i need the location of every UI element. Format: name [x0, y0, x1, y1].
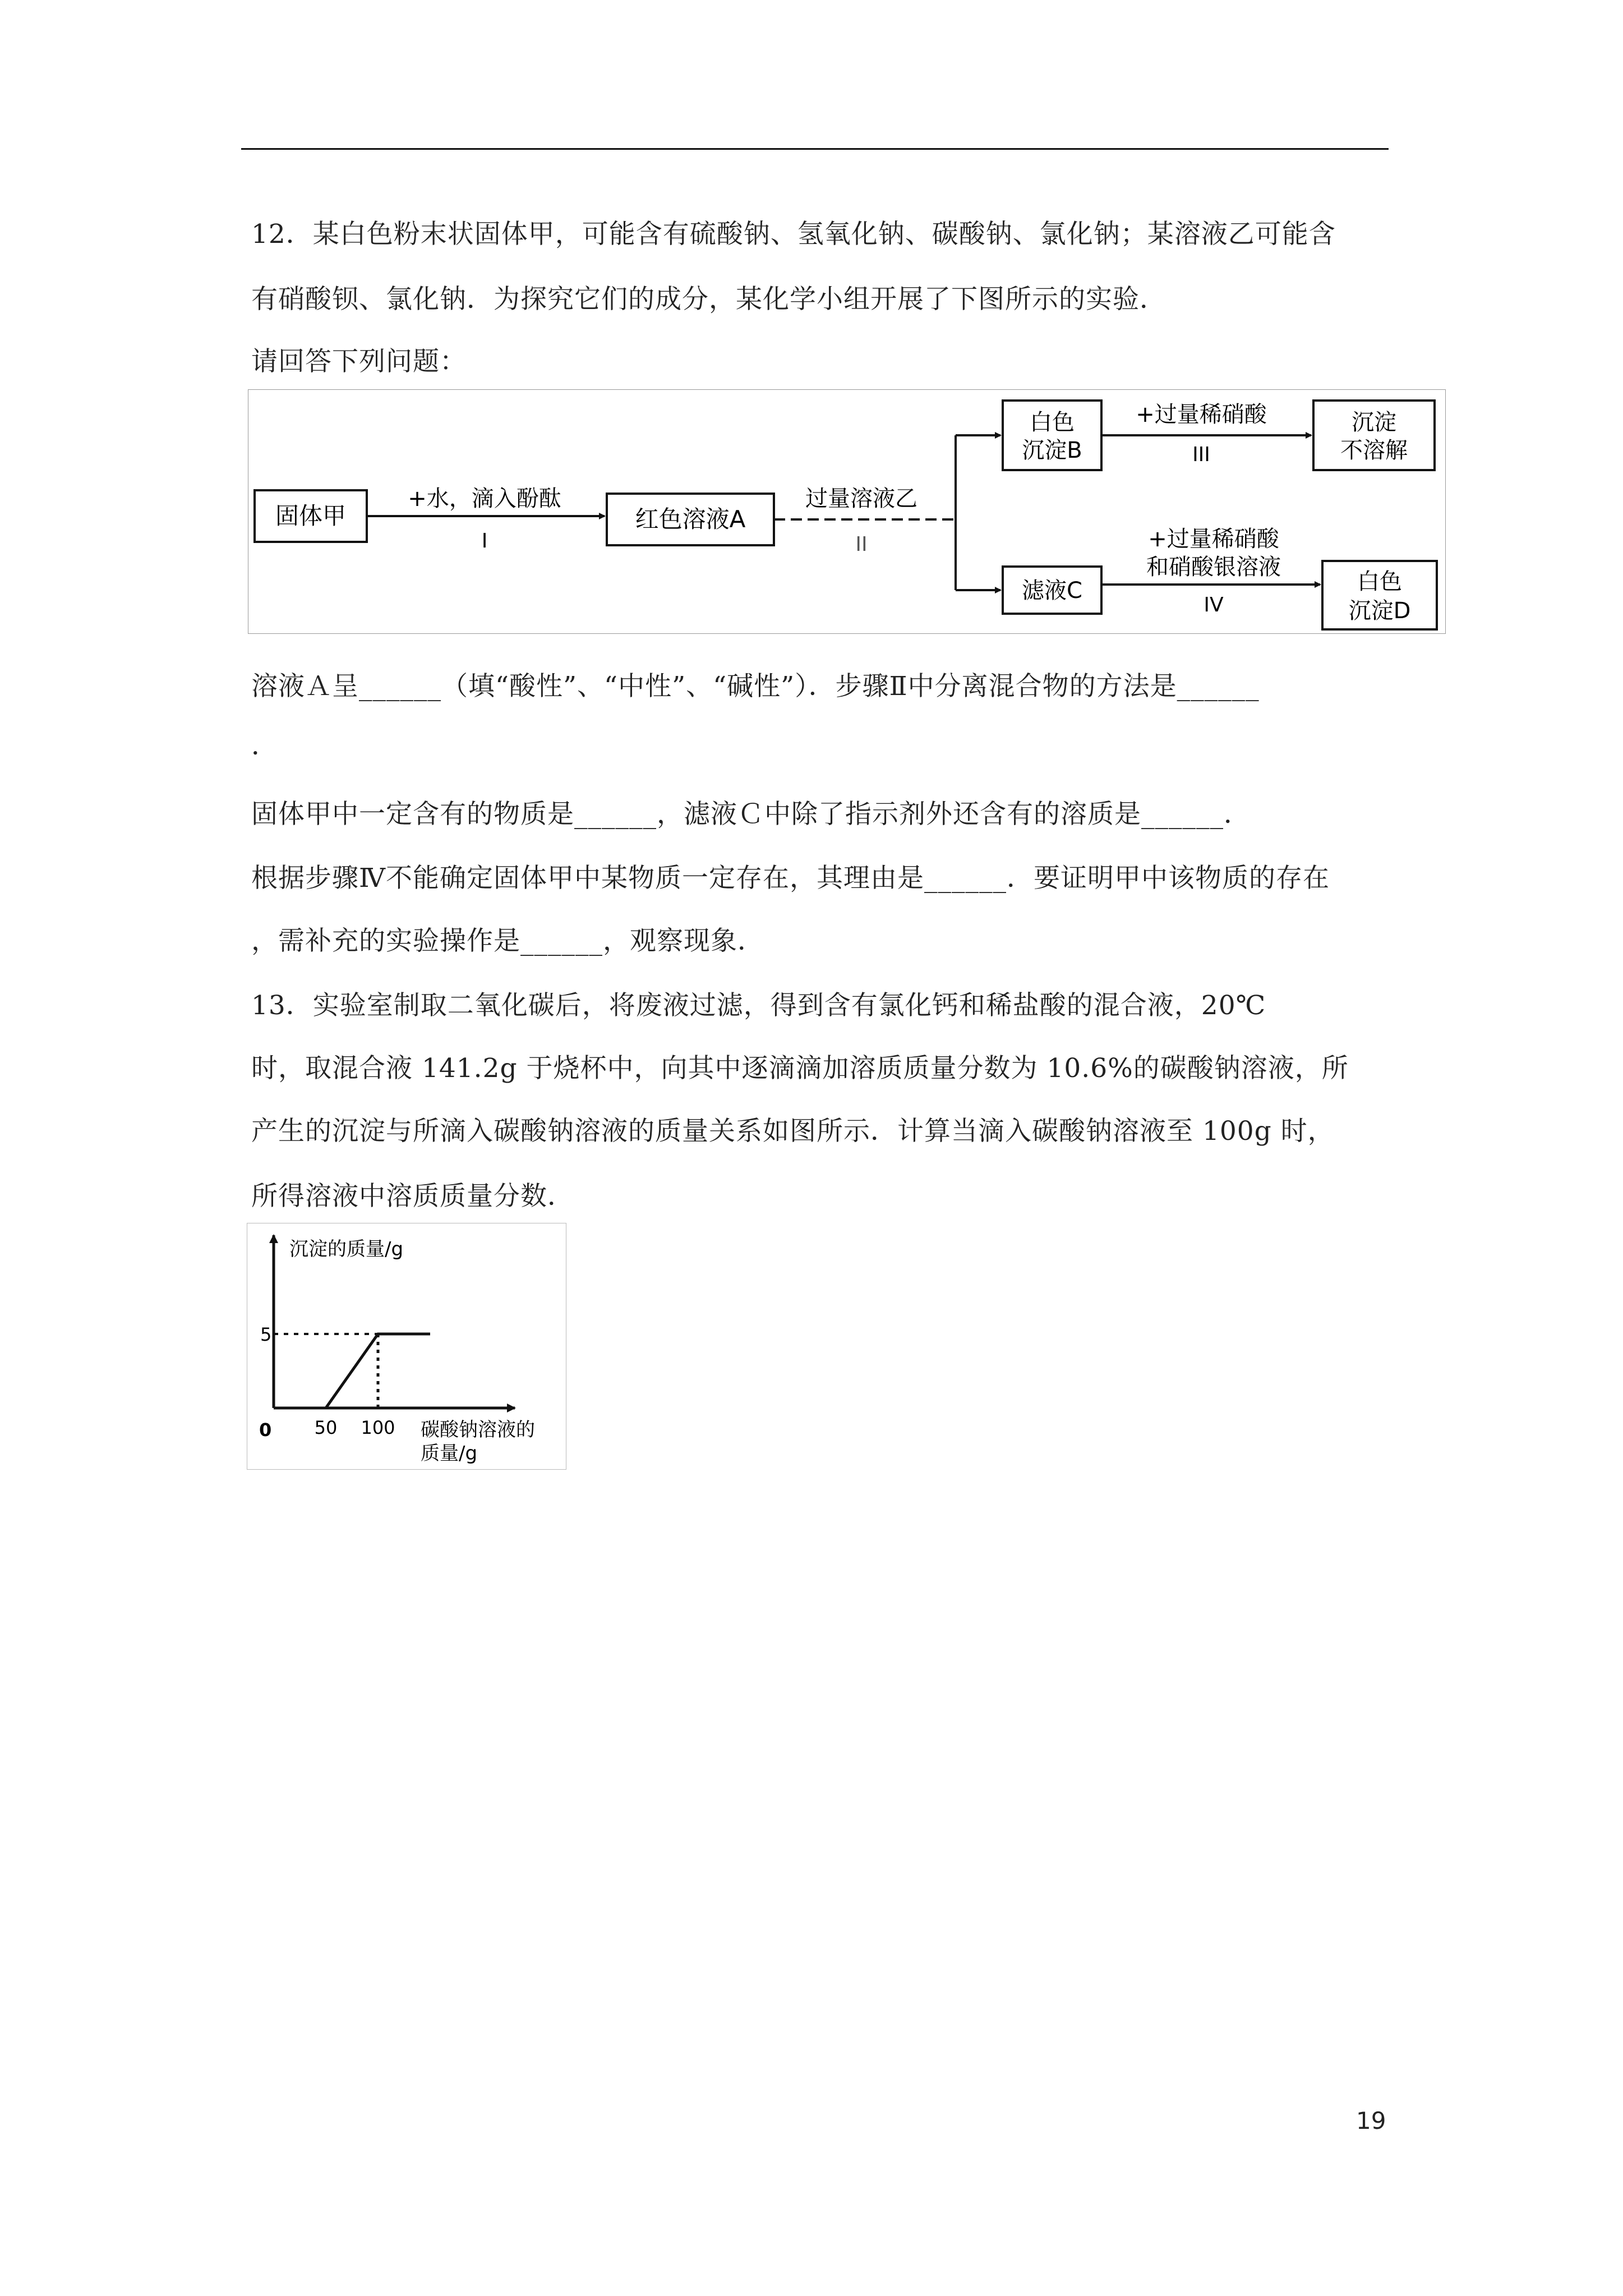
step-3-label: +过量稀硝酸	[1136, 402, 1267, 427]
x-axis-label-line2: 质量/g	[421, 1442, 478, 1465]
x-tick-label-100: 100	[361, 1417, 395, 1438]
q13-line-1: 13．实验室制取二氧化碳后，将废液过滤，得到含有氯化钙和稀盐酸的混合液，20℃	[251, 990, 1266, 1021]
q12-answer-3: 根据步骤Ⅳ不能确定固体甲中某物质一定存在，其理由是______．要证明甲中该物质的存在	[251, 863, 1330, 894]
box-precipitate-d-line2: 沉淀D	[1348, 598, 1411, 624]
step-4-label-line2: 和硝酸银溶液	[1146, 554, 1281, 580]
box-not-dissolved-line2: 不溶解	[1340, 438, 1408, 463]
q12-answer-1: 溶液Ａ呈______（填“酸性”、“中性”、“碱性”）．步骤Ⅱ中分离混合物的方法是______	[251, 671, 1260, 702]
step-3-number: III	[1192, 443, 1210, 466]
x-tick-label-50: 50	[314, 1417, 338, 1438]
step-4-number: IV	[1204, 593, 1224, 616]
origin-label: 0	[259, 1419, 272, 1441]
experiment-flowchart	[248, 389, 1446, 634]
tick-labels	[260, 1324, 395, 1438]
q12-answer-2: 固体甲中一定含有的物质是______，滤液Ｃ中除了指示剂外还含有的溶质是______．	[251, 799, 1251, 830]
q12-line-2: 有硝酸钡、氯化钠．为探究它们的成分，某化学小组开展了下图所示的实验．	[251, 284, 1166, 315]
step-1-number: I	[481, 530, 488, 553]
box-solution-a-text: 红色溶液A	[635, 505, 746, 533]
q13-line-2: 时，取混合液 141.2g 于烧杯中，向其中逐滴滴加溶质质量分数为 10.6%的碳酸钠溶液，所	[251, 1053, 1349, 1084]
q13-line-4: 所得溶液中溶质质量分数．	[251, 1181, 574, 1212]
q12-line-3: 请回答下列问题：	[251, 346, 467, 377]
q12-answer-3-cont: ，需补充的实验操作是______，观察现象．	[251, 926, 764, 956]
box-precipitate-b-line2: 沉淀B	[1022, 438, 1082, 463]
box-not-dissolved-line1: 沉淀	[1352, 409, 1396, 435]
precipitate-mass-chart	[247, 1223, 566, 1470]
step-2-label: 过量溶液乙	[805, 486, 917, 512]
y-axis-label: 沉淀的质量/g	[289, 1238, 404, 1260]
box-solid-jia-text: 固体甲	[275, 502, 347, 530]
step-1-label: +水，滴入酚酞	[408, 486, 561, 512]
q13-line-3: 产生的沉淀与所滴入碳酸钠溶液的质量关系如图所示．计算当滴入碳酸钠溶液至 100g 时，	[251, 1116, 1335, 1147]
y-tick-label-5: 5	[260, 1324, 272, 1345]
header-rule	[241, 148, 1389, 150]
box-precipitate-b-line1: 白色	[1030, 409, 1075, 435]
q12-line-1: 12．某白色粉末状固体甲，可能含有硫酸钠、氢氧化钠、碳酸钠、氯化钠；某溶液乙可能含	[251, 219, 1336, 250]
q12-answer-1-end: ．	[251, 730, 278, 761]
dashed-guides	[274, 1334, 378, 1408]
step-2-number: II	[855, 533, 868, 556]
step-4-label-line1: +过量稀硝酸	[1148, 526, 1279, 552]
box-filtrate-c-text: 滤液C	[1022, 578, 1082, 604]
x-axis-label-line1: 碳酸钠溶液的	[421, 1419, 535, 1441]
page-number: 19	[1356, 2107, 1386, 2134]
box-precipitate-d-line1: 白色	[1357, 569, 1402, 595]
